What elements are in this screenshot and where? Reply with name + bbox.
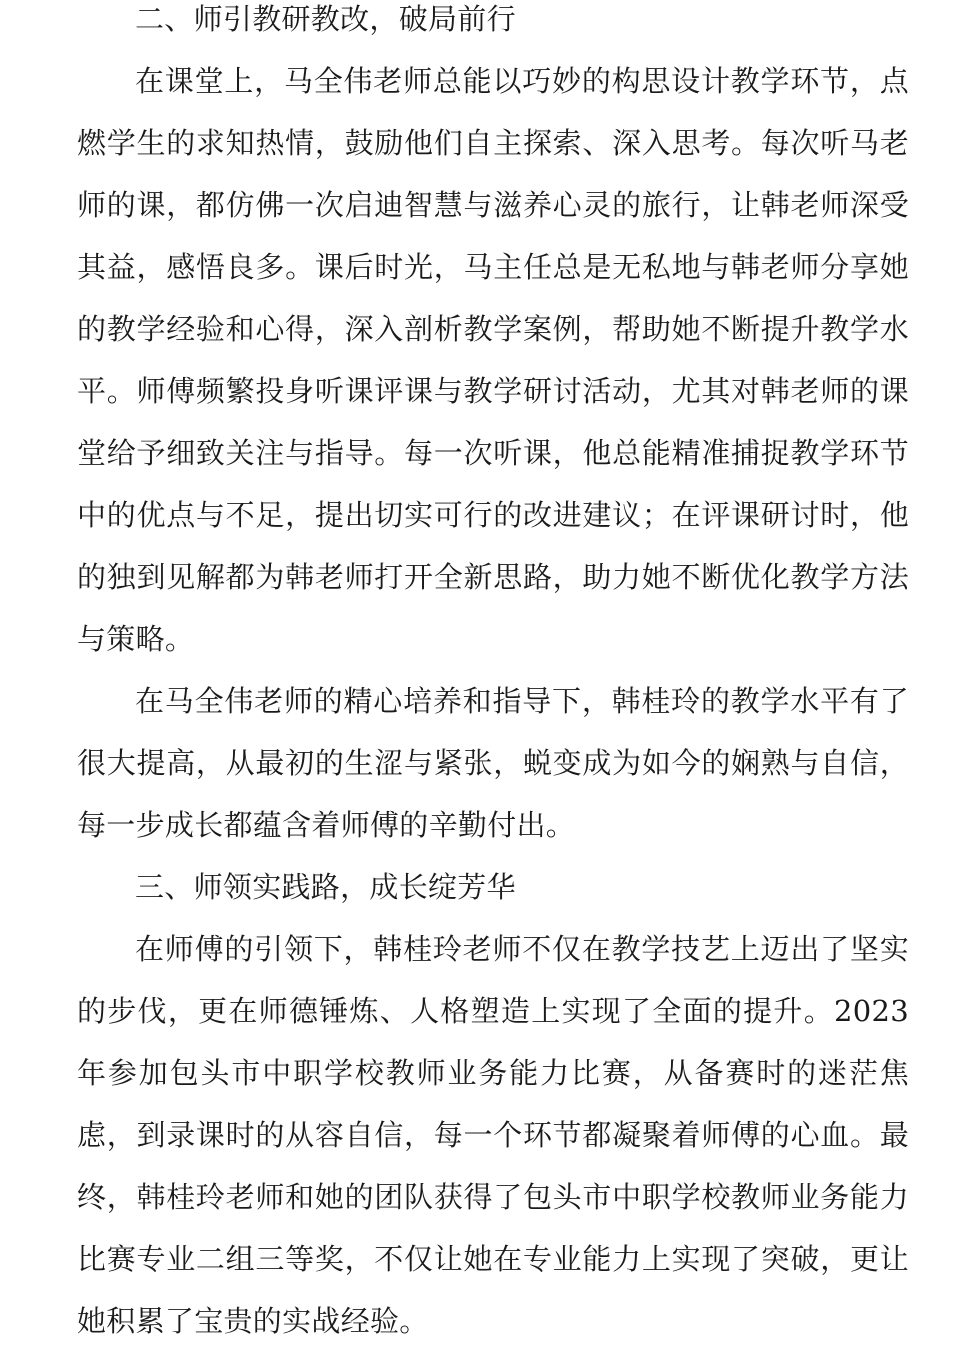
paragraph: 在课堂上，马全伟老师总能以巧妙的构思设计教学环节，点燃学生的求知热情，鼓励他们自主探索、深入思考。每次听马老师的课，都仿佛一次启迪智慧与滋养心灵的旅行，让韩老师深受其益，感悟良多。课后时光，马主任总是无私地与韩老师分享她的教学经验和心得，深入剖析教学案例，帮助她不断提升教学水平。师傅频繁投身听课评课与教学研讨活动，尤其对韩老师的课堂给予细致关注与指导。每一次听课，他总能精准捕捉教学环节中的优点与不足，提出切实可行的改进建议；在评课研讨时，他的独到见解都为韩老师打开全新思路，助力她不断优化教学方法与策略。 — [77, 64, 909, 656]
document-page — [77, 0, 909, 1364]
paragraph: 在师傅的引领下，韩桂玲老师不仅在教学技艺上迈出了坚实的步伐，更在师德锤炼、人格塑造上实现了全面的提升。2023年参加包头市中职学校教师业务能力比赛，从备赛时的迷茫焦虑，到录课时的从容自信，每一个环节都凝聚着师傅的心血。最终，韩桂玲老师和她的团队获得了包头市中职学校教师业务能力比赛专业二组三等奖，不仅让她在专业能力上实现了突破，更让她积累了宝贵的实战经验。 — [77, 932, 909, 1338]
paragraph: 在马全伟老师的精心培养和指导下，韩桂玲的教学水平有了很大提高，从最初的生涩与紧张，蜕变成为如今的娴熟与自信，每一步成长都蕴含着师傅的辛勤付出。 — [77, 684, 909, 842]
section-heading-2: 二、师引教研教改，破局前行 — [135, 2, 516, 36]
section-heading-3: 三、师领实践路，成长绽芳华 — [135, 870, 516, 904]
